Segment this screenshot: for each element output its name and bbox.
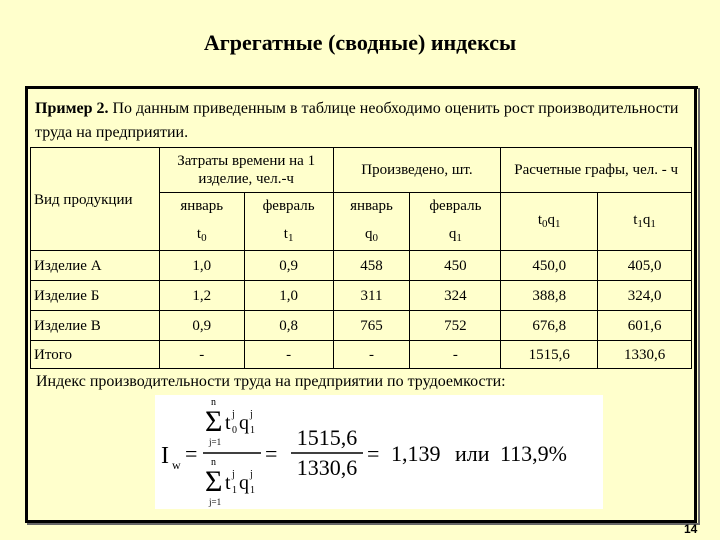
numerator-value: 1515,6 [296, 425, 358, 450]
table-row [31, 311, 692, 341]
index-description: Индекс производительности труда на предприятии по трудоемкости: [36, 373, 506, 390]
index-symbol: I [161, 443, 169, 469]
example-paragraph [35, 97, 685, 145]
header-t1q1 [598, 193, 692, 251]
cell-q0: 311 [333, 281, 410, 311]
cell-q1: 450 [410, 251, 501, 281]
symbol-q: q [239, 412, 249, 434]
header-t1 [244, 193, 333, 251]
subscript: 1 [650, 217, 656, 230]
frame-edge-right [694, 86, 697, 523]
cell-t1q1: 324,0 [598, 281, 692, 311]
cell-t1: 1,0 [244, 281, 333, 311]
cell-t0q1: 388,8 [501, 281, 598, 311]
symbol-t: t [196, 225, 202, 242]
sum-lower-limit: j=1 [209, 497, 222, 507]
cell-t1q1: 601,6 [598, 311, 692, 341]
month-label: февраль [429, 197, 482, 214]
cell-q1: 752 [410, 311, 501, 341]
symbol-q: q [364, 225, 373, 242]
symbol-t: t [537, 211, 543, 228]
cell-q1: - [410, 341, 501, 369]
month-label: январь [180, 197, 224, 214]
month-label: январь [350, 197, 393, 214]
sum-lower-limit: j=1 [209, 437, 222, 447]
symbol-t: t [633, 211, 638, 228]
cell-t0: 1,2 [159, 281, 244, 311]
table-row-total [31, 341, 692, 369]
subscript: 1 [456, 231, 462, 244]
subscript: 1 [287, 231, 294, 244]
header-time: Затраты времени на 1 изделие, чел.-ч [159, 148, 333, 193]
row-name: Изделие А [31, 251, 160, 281]
subscript: 0 [372, 231, 378, 244]
symbol-q: q [642, 211, 651, 228]
month-label: февраль [262, 197, 315, 214]
cell-q0: - [333, 341, 410, 369]
sum-upper-limit: n [211, 457, 216, 468]
sum-upper-limit: n [211, 397, 216, 408]
symbol-q: q [448, 225, 457, 242]
cell-t1q1: 1330,6 [598, 341, 692, 369]
cell-t1: - [244, 341, 333, 369]
cell-q0: 765 [333, 311, 410, 341]
symbol-t: t [283, 225, 288, 242]
symbol-t: t [225, 412, 231, 434]
cell-q1: 324 [410, 281, 501, 311]
superscript: j [250, 469, 253, 480]
cell-t0q1: 676,8 [501, 311, 598, 341]
denominator-value: 1330,6 [296, 455, 358, 480]
symbol-t: t [225, 472, 231, 494]
subscript: 1 [250, 425, 255, 436]
header-product: Вид продукции [31, 148, 160, 251]
superscript: j [232, 469, 235, 480]
subscript: 1 [555, 217, 561, 230]
cell-t0q1: 1515,6 [501, 341, 598, 369]
slide-title: Агрегатные (сводные) индексы [203, 30, 517, 55]
subscript: 0 [542, 217, 548, 230]
frame-edge-bottom [25, 520, 697, 523]
cell-t1: 0,8 [244, 311, 333, 341]
subscript: 1 [232, 485, 237, 496]
data-table [30, 147, 692, 369]
example-text: По данным приведенным в таблице необходимо оценить рост производительности труда на предприятии. [35, 100, 679, 141]
example-label: Пример 2. [35, 100, 109, 117]
formula-box [155, 395, 603, 509]
superscript: j [250, 409, 253, 420]
subscript: 1 [250, 485, 255, 496]
equals-sign: = [185, 441, 198, 466]
cell-q0: 458 [333, 251, 410, 281]
header-produced: Произведено, шт. [333, 148, 501, 193]
cell-t1q1: 405,0 [598, 251, 692, 281]
subscript: 1 [637, 217, 643, 230]
subscript: 0 [201, 231, 207, 244]
formula-svg [155, 395, 603, 509]
row-name: Итого [31, 341, 160, 369]
symbol-q: q [547, 211, 556, 228]
index-subscript: w [172, 458, 181, 472]
equals-sign: = [265, 441, 278, 466]
percent-value: 113,9% [500, 441, 568, 466]
cell-t0: 0,9 [159, 311, 244, 341]
row-name: Изделие Б [31, 281, 160, 311]
or-word: или [455, 441, 490, 466]
header-q0 [333, 193, 410, 251]
cell-t1: 0,9 [244, 251, 333, 281]
symbol-q: q [239, 472, 249, 494]
header-calc: Расчетные графы, чел. - ч [501, 148, 692, 193]
sum-sign-icon: Σ [205, 405, 223, 438]
superscript: j [232, 409, 235, 420]
result-value: 1,139 [391, 441, 441, 466]
cell-t0q1: 450,0 [501, 251, 598, 281]
equals-sign: = [367, 441, 380, 466]
page-number: 14 [684, 522, 698, 536]
table-row [31, 281, 692, 311]
table-row [31, 251, 692, 281]
row-name: Изделие В [31, 311, 160, 341]
subscript: 0 [232, 425, 237, 436]
sum-sign-icon: Σ [205, 465, 223, 498]
header-t0 [159, 193, 244, 251]
header-q1 [410, 193, 501, 251]
cell-t0: 1,0 [159, 251, 244, 281]
header-t0q1 [501, 193, 598, 251]
cell-t0: - [159, 341, 244, 369]
